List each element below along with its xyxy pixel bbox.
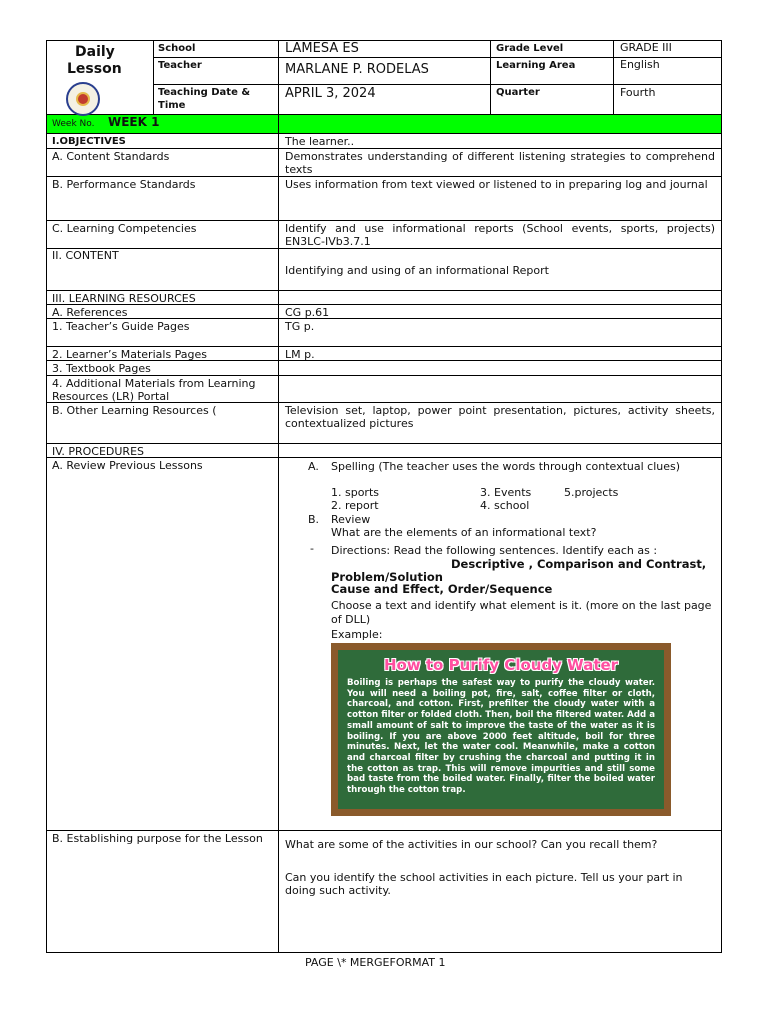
divider xyxy=(46,248,722,249)
elements-line-2: Problem/Solution xyxy=(331,570,443,584)
grade-value: GRADE III xyxy=(620,41,672,54)
word-2: 2. report xyxy=(331,499,379,512)
teachers-guide-value: TG p. xyxy=(285,320,315,333)
elements-line-3: Cause and Effect, Order/Sequence xyxy=(331,582,553,596)
directions-text: Directions: Read the following sentences. Identify each as : xyxy=(331,544,658,557)
divider xyxy=(46,148,722,149)
divider xyxy=(46,443,722,444)
divider xyxy=(153,40,154,115)
example-chalkboard-image xyxy=(331,643,671,816)
references-value: CG p.61 xyxy=(285,306,330,319)
purpose-label: B. Establishing purpose for the Lesson xyxy=(52,832,263,845)
references-label: A. References xyxy=(52,306,128,319)
school-label: School xyxy=(158,43,196,54)
additional-materials-label: 4. Additional Materials from Learning Resources (LR) Portal xyxy=(52,377,256,403)
title-lesson: Lesson xyxy=(67,61,122,77)
date-label: Teaching Date & Time xyxy=(158,87,251,111)
divider xyxy=(46,290,722,291)
content-standards-value: Demonstrates understanding of different listening strategies to comprehend texts xyxy=(285,150,715,176)
board-title: How to Purify Cloudy Water xyxy=(383,656,619,674)
grade-label: Grade Level xyxy=(496,43,564,54)
purpose-question-1: What are some of the activities in our school? Can you recall them? xyxy=(285,838,658,851)
review-a-marker: A. xyxy=(308,460,319,473)
teacher-label: Teacher xyxy=(158,60,202,71)
other-resources-value: Television set, laptop, power point presentation, pictures, activity sheets, contextualized pictures xyxy=(285,404,715,430)
school-value: LAMESA ES xyxy=(285,41,359,56)
divider xyxy=(153,84,722,85)
divider xyxy=(46,133,722,134)
review-label: A. Review Previous Lessons xyxy=(52,459,203,472)
word-4: 4. school xyxy=(480,499,530,512)
purpose-question-2: Can you identify the school activities in each picture. Tell us your part in doing such activity. xyxy=(285,871,683,897)
word-5: 5.projects xyxy=(564,486,619,499)
date-value: APRIL 3, 2024 xyxy=(285,86,376,101)
divider xyxy=(46,346,722,347)
competencies-value: Identify and use informational reports (School events, sports, projects) EN3LC-IVb3.7.1 xyxy=(285,222,715,248)
divider xyxy=(46,375,722,376)
divider xyxy=(46,318,722,319)
week-value: WEEK 1 xyxy=(108,115,160,129)
elements-line-1: Descriptive , Comparison and Contrast, xyxy=(451,557,707,571)
divider xyxy=(46,457,722,458)
competencies-label: C. Learning Competencies xyxy=(52,222,197,235)
divider xyxy=(613,40,614,115)
textbook-label: 3. Textbook Pages xyxy=(52,362,151,375)
review-a-text: Spelling (The teacher uses the words through contextual clues) xyxy=(331,460,681,473)
divider xyxy=(46,220,722,221)
other-resources-label: B. Other Learning Resources ( xyxy=(52,404,217,417)
word-1: 1. sports xyxy=(331,486,380,499)
page-footer: PAGE \* MERGEFORMAT 1 xyxy=(305,956,446,969)
divider xyxy=(490,40,491,115)
procedures-label: IV. PROCEDURES xyxy=(52,445,145,458)
review-b-question: What are the elements of an informational text? xyxy=(331,526,597,539)
review-b-marker: B. xyxy=(308,513,320,526)
objectives-value: The learner.. xyxy=(285,135,355,148)
teachers-guide-label: 1. Teacher’s Guide Pages xyxy=(52,320,190,333)
learners-materials-label: 2. Learner’s Materials Pages xyxy=(52,348,208,361)
quarter-label: Quarter xyxy=(496,87,540,98)
quarter-value: Fourth xyxy=(620,86,656,99)
title-daily: Daily xyxy=(75,44,115,60)
area-label: Learning Area xyxy=(496,60,576,71)
performance-standards-value: Uses information from text viewed or listened to in preparing log and journal xyxy=(285,178,708,191)
deped-seal-icon xyxy=(66,82,100,116)
teacher-value: MARLANE P. RODELAS xyxy=(285,62,429,77)
divider xyxy=(46,176,722,177)
table-border-bottom xyxy=(46,952,722,953)
example-label: Example: xyxy=(331,628,383,641)
performance-standards-label: B. Performance Standards xyxy=(52,178,196,191)
learners-materials-value: LM p. xyxy=(285,348,315,361)
content-standards-label: A. Content Standards xyxy=(52,150,170,163)
content-value: Identifying and using of an informational Report xyxy=(285,264,549,277)
objectives-label: I.OBJECTIVES xyxy=(52,136,126,147)
divider xyxy=(46,830,722,831)
choose-text: Choose a text and identify what element is it. (more on the last page of DLL) xyxy=(331,599,712,626)
directions-dash: - xyxy=(310,542,314,555)
content-label: II. CONTENT xyxy=(52,249,119,262)
board-text: Boiling is perhaps the safest way to purify the cloudy water. You will need a boiling pot, fire, salt, coffee filter or cloth, charcoal, and cotton. First, prefilter the cloudy water with a cotton filter or folded cloth. Then, boil the filtered water. Add a small amount of salt to improve the taste of the water as it is boiling. If you are above 2000 feet altitude, boil for three minutes. Next, let the water cool. Meanwhile, make a cotton and charcoal filter by crushing the charcoal and putting it in the cotton as trap. This will remove impurities and still some bad taste from the boiled water. Finally, filter the boiled water through the cotton trap. xyxy=(347,678,655,796)
review-b-title: Review xyxy=(331,513,371,526)
week-prefix: Week No. xyxy=(52,119,95,129)
resources-label: III. LEARNING RESOURCES xyxy=(52,292,196,305)
word-3: 3. Events xyxy=(480,486,532,499)
area-value: English xyxy=(620,58,660,71)
